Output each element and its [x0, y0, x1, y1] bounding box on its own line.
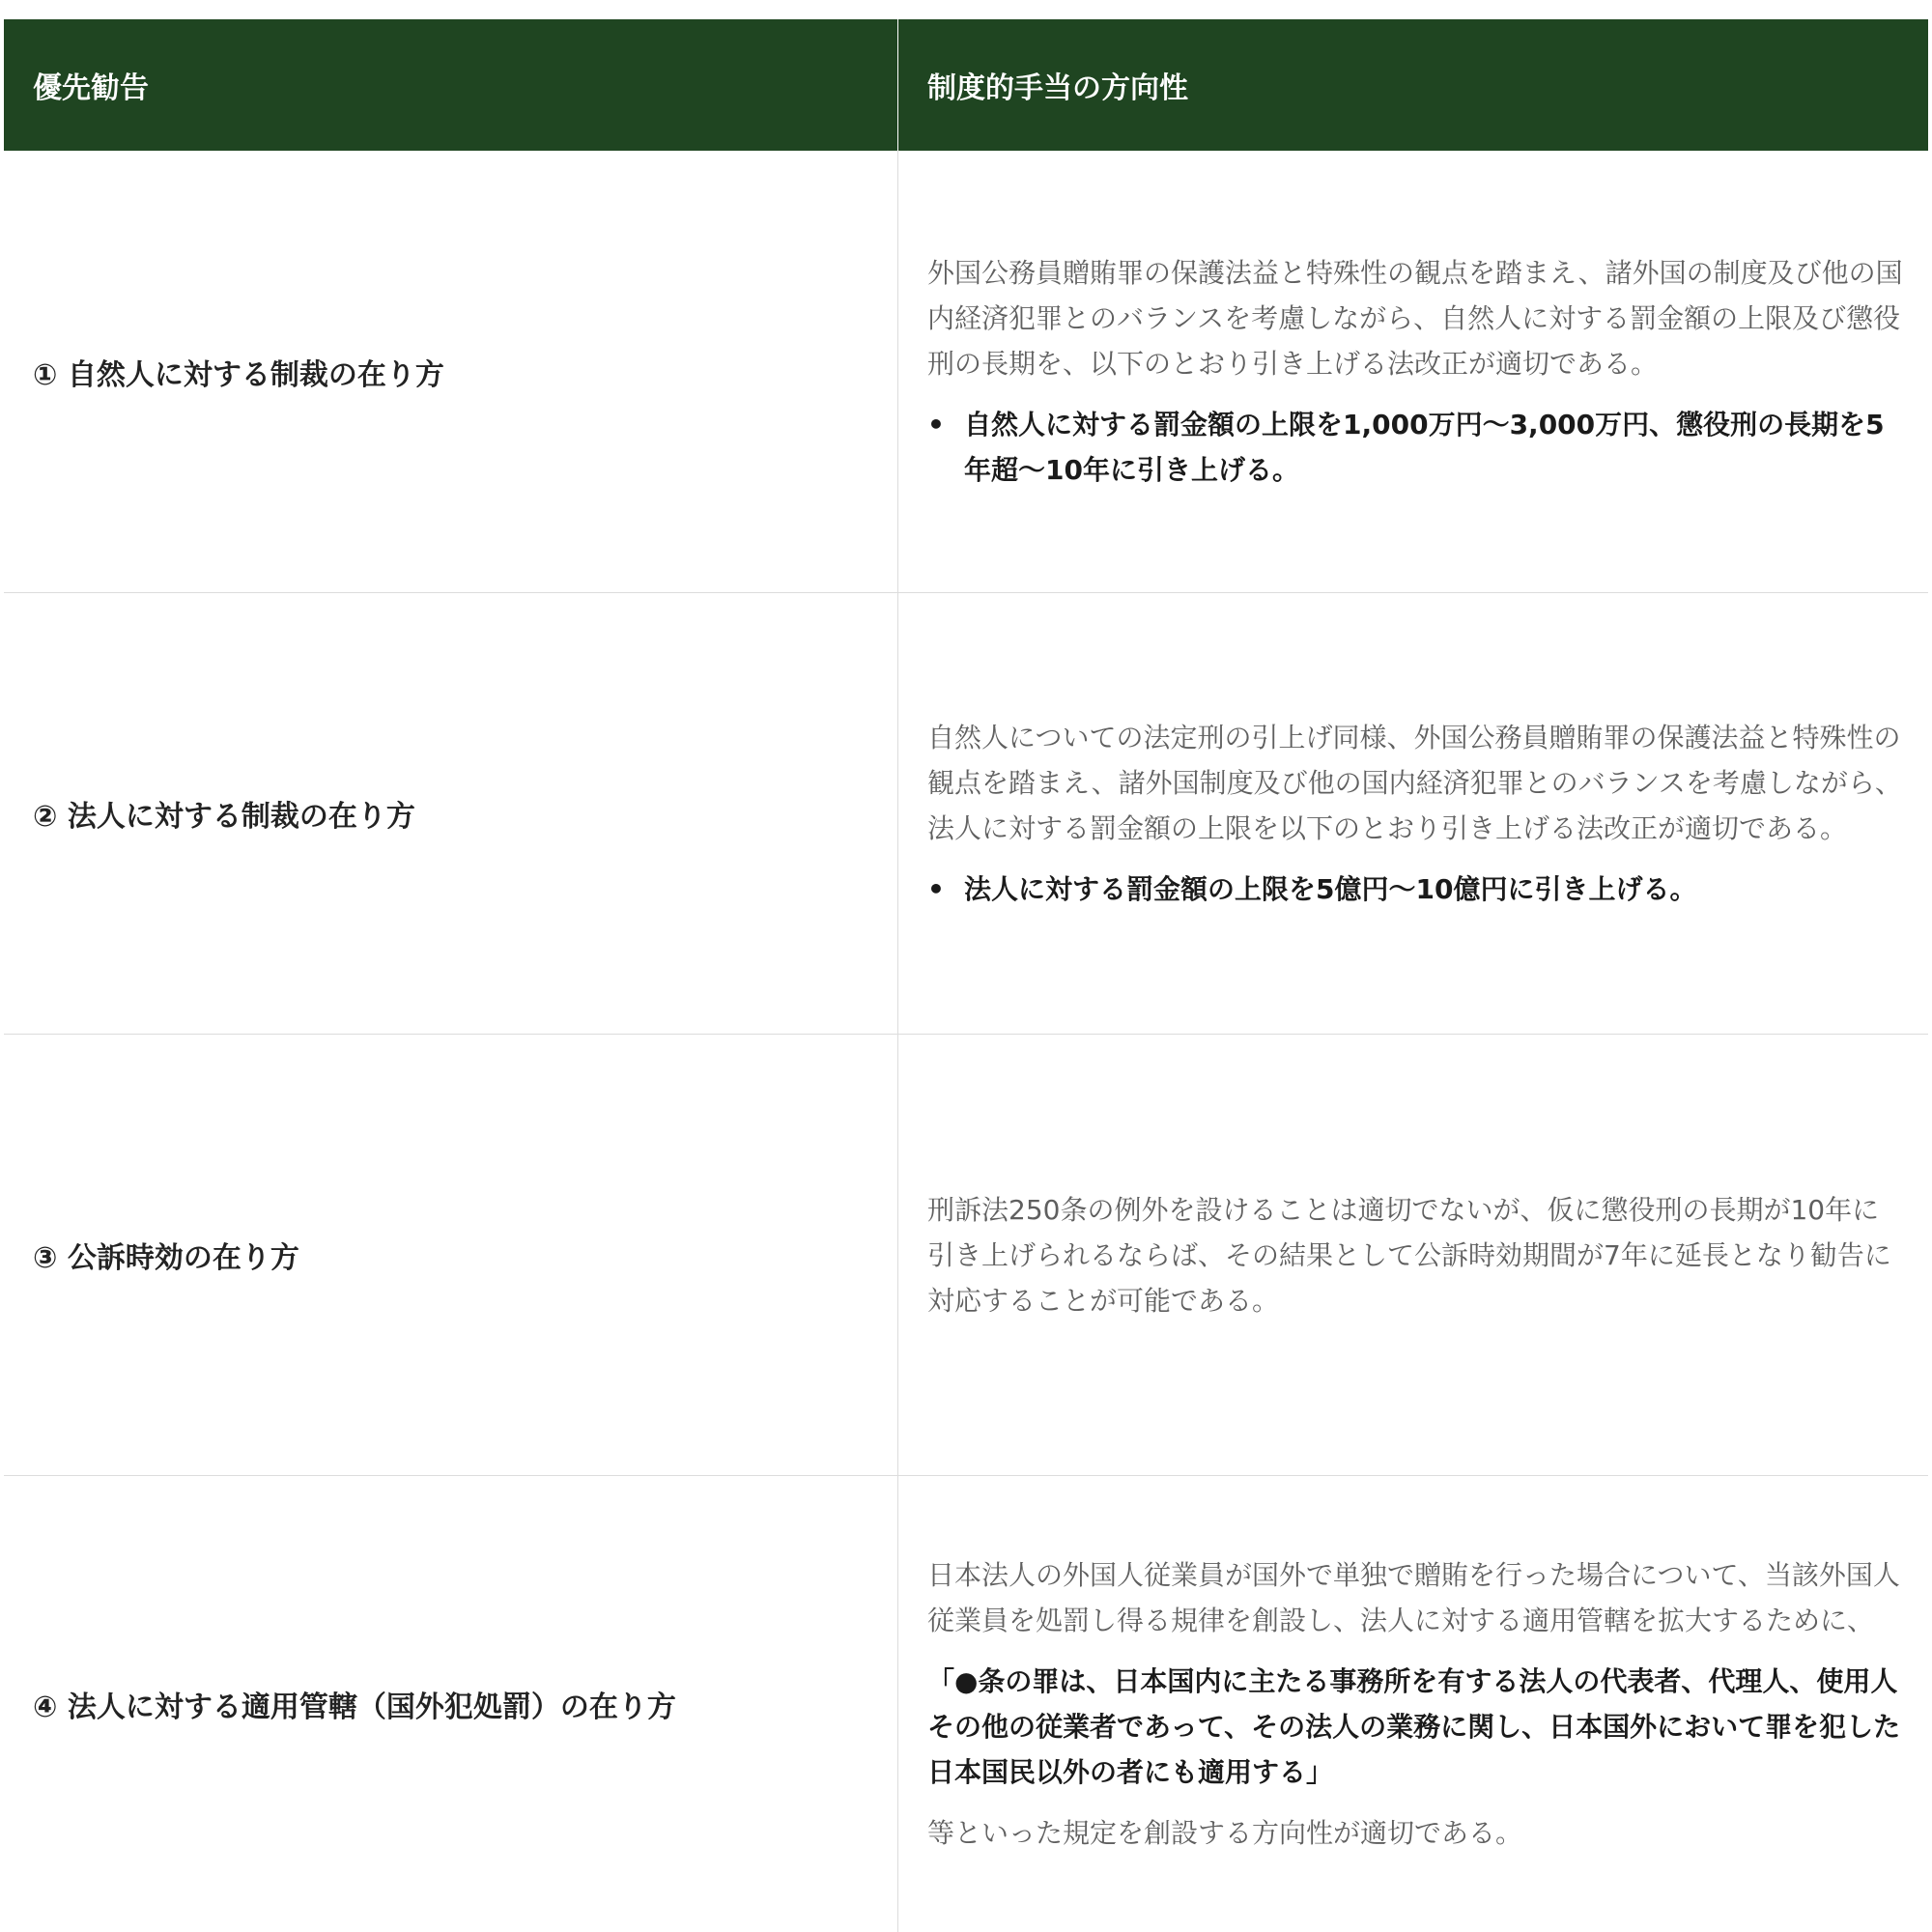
- row-4-provision-quote: 「●条の罪は、日本国内に主たる事務所を有する法人の代表者、代理人、使用人その他の従業者であって、その法人の業務に関し、日本国外において罪を犯した日本国民以外の者にも適用する」: [927, 1665, 1901, 1788]
- row-1-text: 外国公務員贈賄罪の保護法益と特殊性の観点を踏まえ、諸外国の制度及び他の国内経済犯罪とのバランスを考慮しながら、自然人に対する罰金額の上限及び懲役刑の長期を、以下のとおり引き上げる法改正が適切である。: [927, 257, 1903, 380]
- row-4-closing-text: 等といった規定を創設する方向性が適切である。: [927, 1817, 1523, 1849]
- row-1-bullet-text: 自然人に対する罰金額の上限を1,000万円〜3,000万円、懲役刑の長期を5年超〜10年に引き上げる。: [964, 409, 1885, 486]
- row-4-text: 日本法人の外国人従業員が国外で単独で贈賄を行った場合について、当該外国人従業員を処罰し得る規律を創設し、法人に対する適用管轄を拡大するために、: [927, 1559, 1900, 1636]
- row-2-label: ② 法人に対する制裁の在り方: [33, 800, 415, 834]
- row-1-bullet-item: [927, 402, 1903, 493]
- row-3-label: ③ 公訴時効の在り方: [33, 1241, 299, 1275]
- bullet-icon: •: [927, 409, 945, 440]
- row-2-content: [927, 593, 1903, 1034]
- header-institutional-direction: 制度的手当の方向性: [927, 71, 1188, 105]
- row-2-bullet-text: 法人に対する罰金額の上限を5億円〜10億円に引き上げる。: [964, 873, 1697, 905]
- table-header: [4, 19, 1928, 151]
- header-priority-recommendation: 優先勧告: [33, 71, 149, 105]
- column-divider: [897, 151, 898, 1932]
- row-1-content: [927, 151, 1903, 592]
- row-3-content: [927, 1035, 1903, 1475]
- bullet-icon: •: [927, 873, 945, 905]
- recommendations-table: [4, 19, 1928, 1932]
- row-4-label: ④ 法人に対する適用管轄（国外犯処罰）の在り方: [33, 1690, 676, 1724]
- row-3-text: 刑訴法250条の例外を設けることは適切でないが、仮に懲役刑の長期が10年に引き上げられるならば、その結果として公訴時効期間が7年に延長となり勧告に対応することが可能である。: [927, 1193, 1891, 1317]
- row-4-content: [927, 1476, 1903, 1932]
- row-2-text: 自然人についての法定刑の引上げ同様、外国公務員贈賄罪の保護法益と特殊性の観点を踏まえ、諸外国制度及び他の国内経済犯罪とのバランスを考慮しながら、法人に対する罰金額の上限を以下のとおり引き上げる法改正が適切である。: [927, 722, 1902, 844]
- row-2-bullet-item: [927, 867, 1903, 912]
- row-1-label: ① 自然人に対する制裁の在り方: [33, 357, 444, 392]
